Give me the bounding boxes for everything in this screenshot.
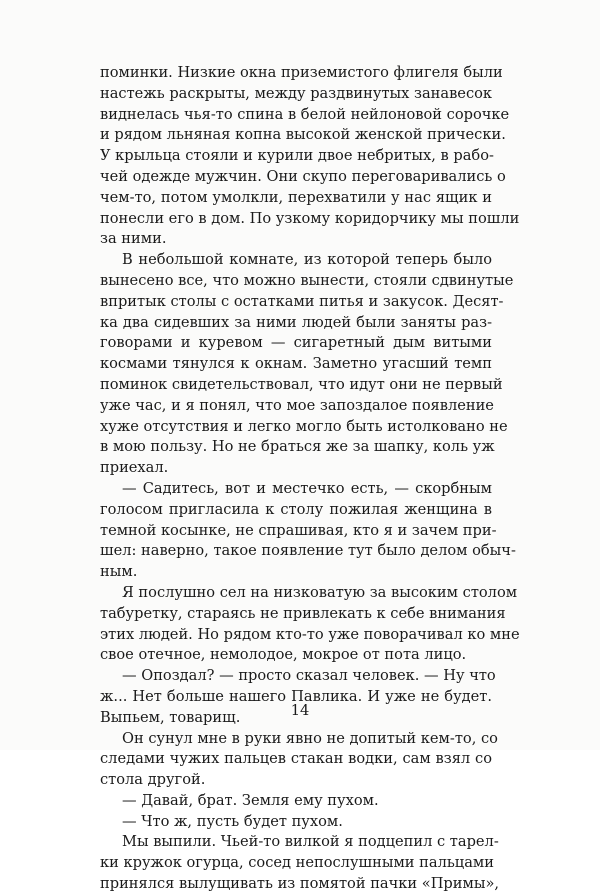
text-line: настежь раскрыты, между раздвинутых занавесок (100, 84, 493, 102)
text-line: — Опоздал? — просто сказал человек. — Ну что (122, 667, 496, 685)
text-line: следами чужих пальцев стакан водки, сам взял со (100, 750, 492, 768)
text-line: Выпьем, товарищ. (100, 708, 241, 726)
text-line: Я послушно сел на низковатую за высоким столом (122, 583, 518, 601)
body-text (100, 63, 520, 895)
text-line: чей одежде мужчин. Они скупо переговаривались о (100, 167, 506, 185)
text-line: ным. (100, 563, 138, 581)
text-line: виднелась чья-то спина в белой нейлоновой сорочке (100, 105, 510, 123)
text-line: темной косынке, не спрашивая, кто я и зачем при- (100, 521, 497, 539)
text-line: впритык столы с остатками питья и закусок. Десят- (100, 292, 504, 310)
text-line: стола другой. (100, 771, 206, 789)
text-line: приехал. (100, 459, 169, 477)
text-line: — Садитесь, вот и местечко есть, — скорбным (122, 479, 492, 497)
text-line: ки кружок огурца, сосед непослушными пальцами (100, 854, 494, 872)
text-line: чем-то, потом умолкли, перехватили у нас ящик и (100, 188, 492, 206)
text-line: этих людей. Но рядом кто-то уже поворачивал ко мне (100, 625, 520, 643)
text-line: — Что ж, пусть будет пухом. (122, 812, 343, 830)
text-line: и рядом льняная копна высокой женской прически. (100, 126, 506, 144)
text-line: свое отечное, немолодое, мокрое от пота лицо. (100, 646, 467, 664)
text-line: в мою пользу. Но не браться же за шапку, коль уж (100, 438, 495, 456)
text-line: уже час, и я понял, что мое запоздалое появление (100, 396, 494, 414)
text-line: поминок свидетельствовал, что идут они не первый (100, 375, 503, 393)
text-line: поминки. Низкие окна приземистого флигеля были (100, 64, 503, 81)
text-line: за ними. (100, 230, 167, 248)
text-line: табуретку, стараясь не привлекать к себе внимания (100, 604, 506, 622)
text-line: Мы выпили. Чьей-то вилкой я подцепил с тарел- (122, 833, 499, 851)
text-line: У крыльца стояли и курили двое небритых, в рабо- (100, 147, 494, 165)
text-line: говорами и куревом — сигаретный дым витыми (100, 334, 492, 352)
text-line: хуже отсутствия и легко могло быть истолковано не (100, 417, 508, 435)
text-line: шел: наверно, такое появление тут было делом обыч- (100, 542, 516, 560)
text-line: принялся вылущивать из помятой пачки «Примы», (100, 875, 500, 893)
text-line: понесли его в дом. По узкому коридорчику мы пошли (100, 209, 520, 227)
text-line: голосом пригласила к столу пожилая женщина в (100, 500, 492, 518)
text-line: ка два сидевших за ними людей были заняты раз- (100, 313, 492, 331)
text-line: — Давай, брат. Земля ему пухом. (122, 791, 379, 809)
text-line: ж... Нет больше нашего Павлика. И уже не будет. (100, 687, 492, 705)
text-line: космами тянулся к окнам. Заметно угасший темп (100, 355, 492, 373)
page-number: 14 (290, 702, 310, 719)
text-line: В небольшой комнате, из которой теперь было (122, 251, 492, 269)
text-line: вынесено все, что можно вынести, стояли сдвинутые (100, 271, 514, 289)
text-line: Он сунул мне в руки явно не допитый кем-то, со (122, 729, 498, 747)
